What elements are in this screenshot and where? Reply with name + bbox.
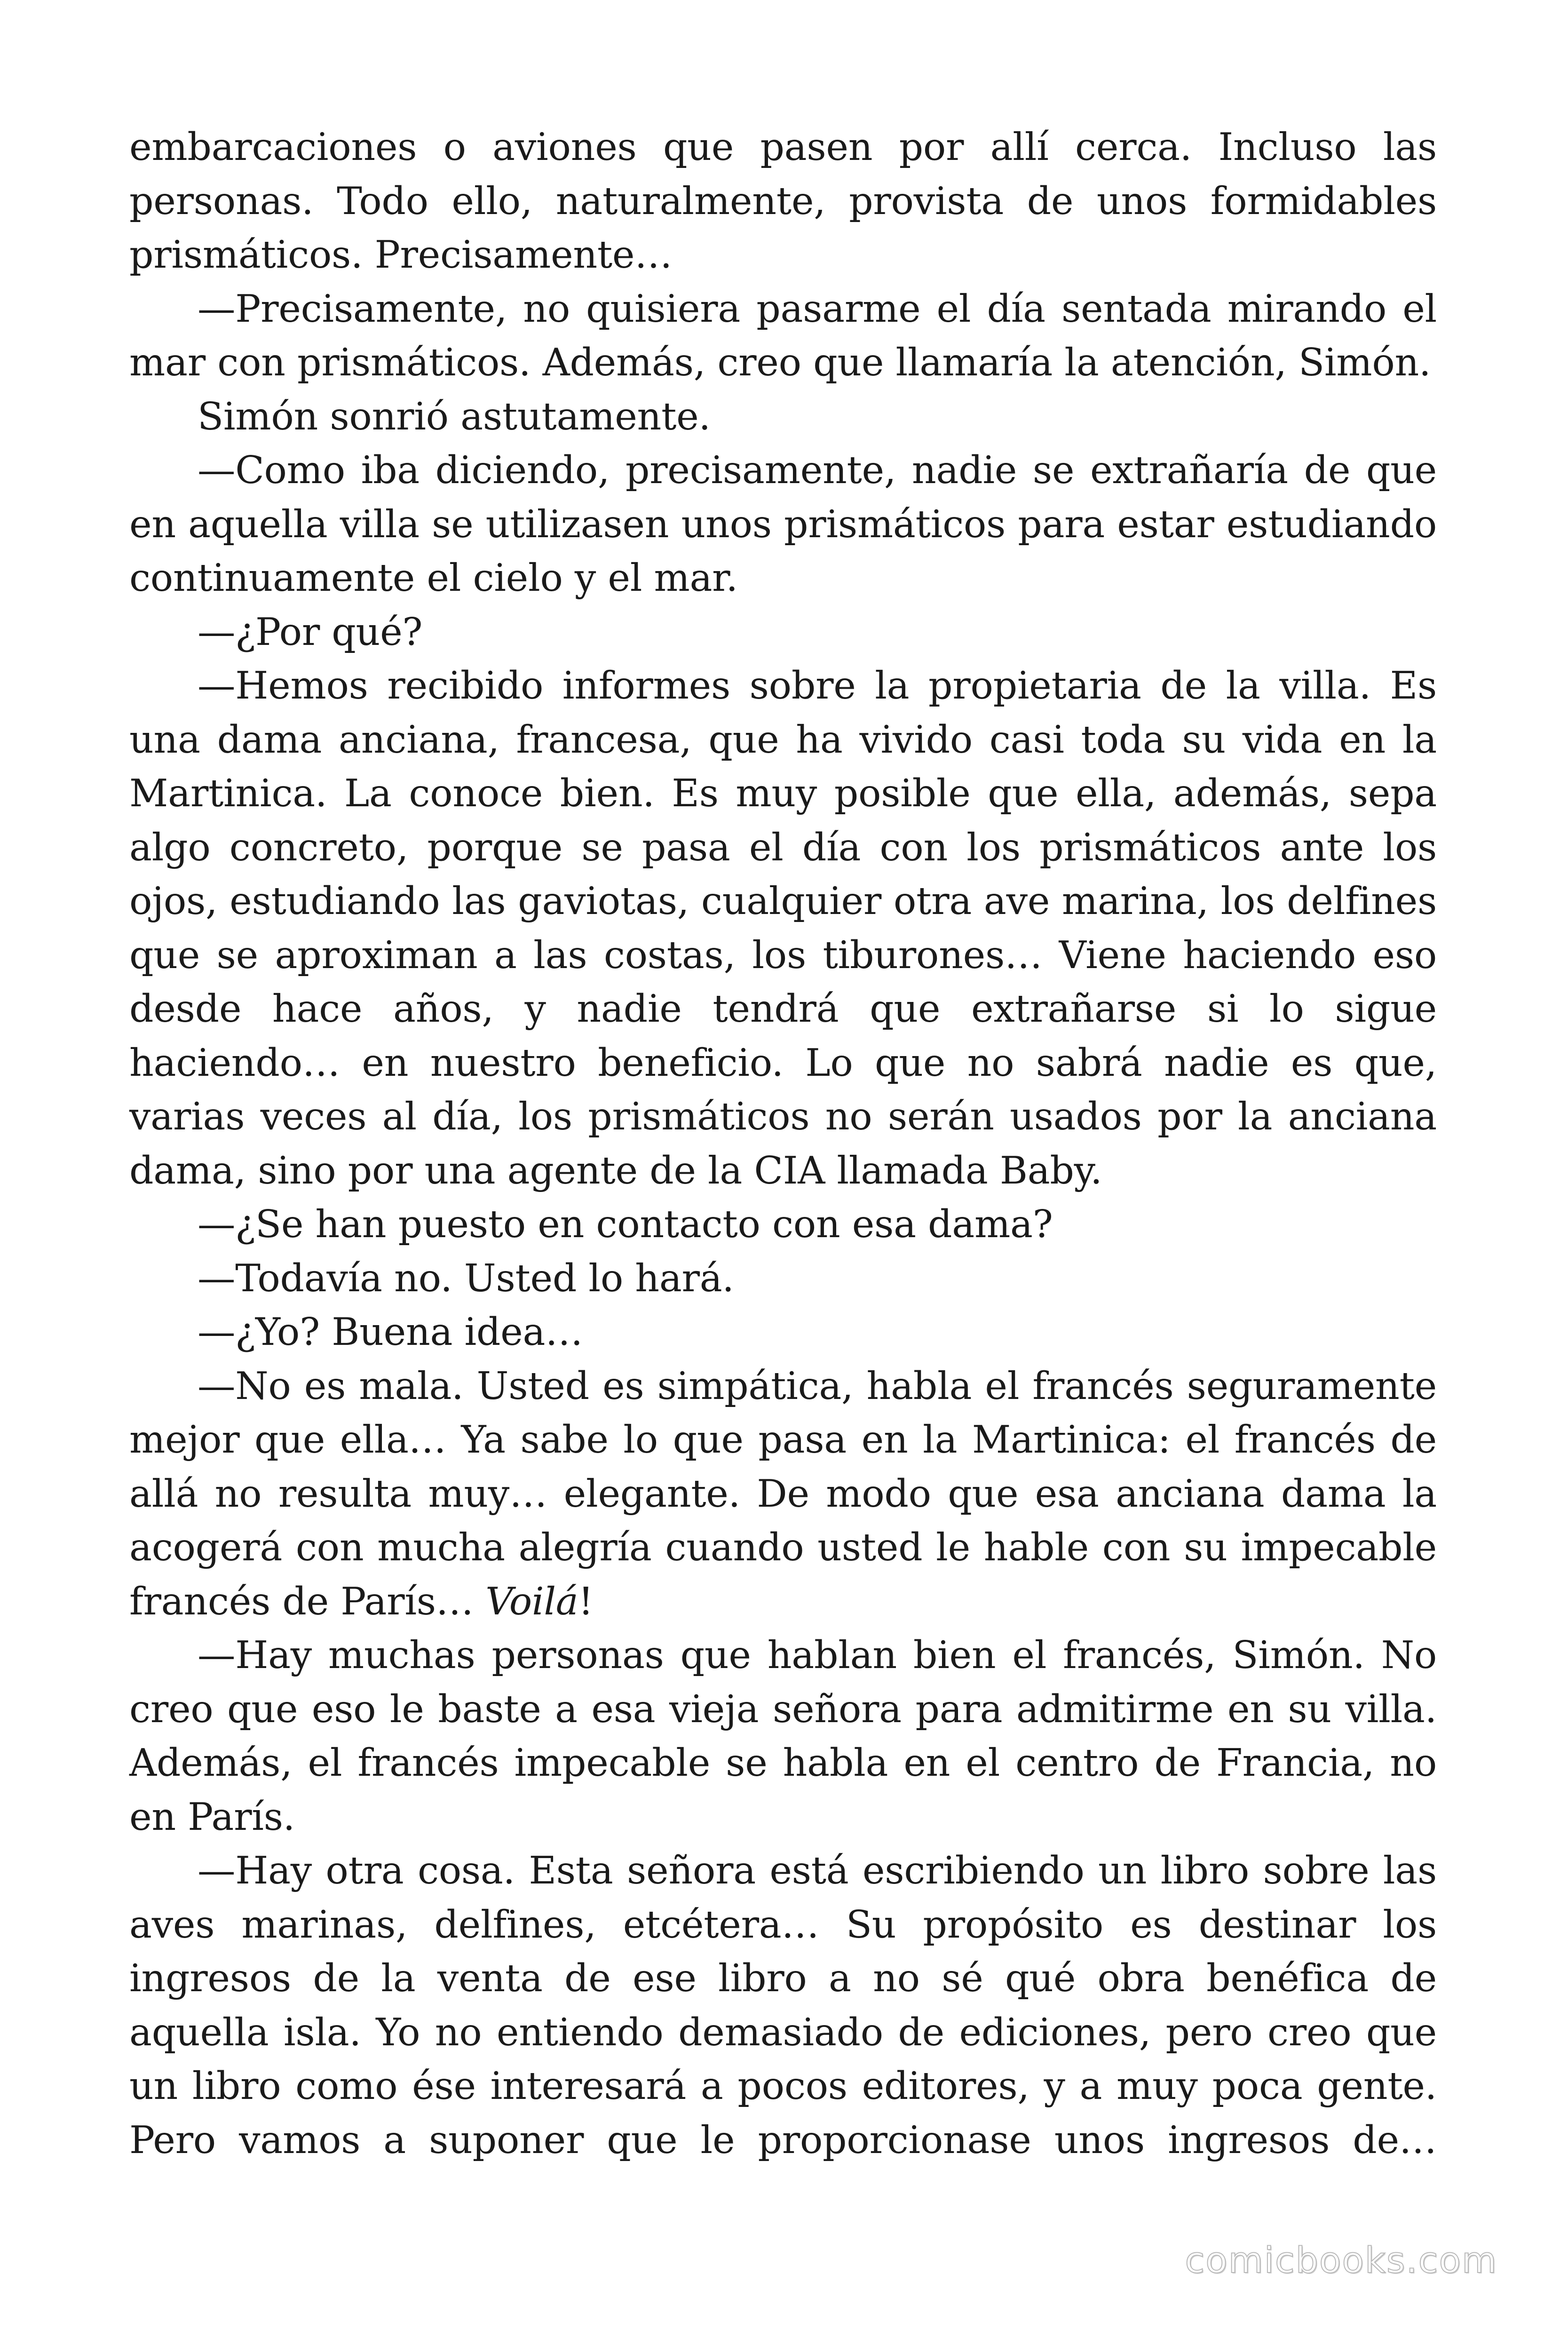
paragraph-dialogue xyxy=(129,1359,1437,1629)
paragraph-text: ! xyxy=(578,1579,594,1623)
paragraph-narration: Simón sonrió astutamente. xyxy=(198,394,711,438)
paragraph-dialogue: —¿Yo? Buena idea… xyxy=(198,1310,583,1354)
paragraph-dialogue: —¿Se han puesto en contacto con esa dama? xyxy=(198,1202,1053,1246)
paragraph-dialogue: —Hemos recibido informes sobre la propietaria de la villa. Es una dama anciana, francesa, que ha vivido casi toda su vida en la Martinica. La conoce bien. Es muy posible que ella, además, sepa algo concreto, porque se pasa el día con los prismáticos ante los ojos, estudiando las gaviotas, cualquier otra ave marina, los delfines que se aproximan a las costas, los tiburones… Viene haciendo eso desde hace años, y nadie tendrá que extrañarse si lo sigue haciendo… en nuestro beneficio. Lo que no sabrá nadie es que, varias veces al día, los prismáticos no serán usados por la anciana dama, sino por una agente de la CIA llamada Baby. xyxy=(129,663,1437,1192)
italic-word: Voilá xyxy=(485,1579,578,1623)
paragraph-dialogue: —Hay muchas personas que hablan bien el francés, Simón. No creo que eso le baste a esa vieja señora para admitirme en su villa. Además, el francés impecable se habla en el centro de Francia, no en París. xyxy=(129,1633,1437,1839)
page-body xyxy=(129,120,1437,2167)
paragraph-dialogue: —Precisamente, no quisiera pasarme el día sentada mirando el mar con prismáticos. Además, creo que llamaría la atención, Simón. xyxy=(129,286,1437,384)
paragraph-dialogue: —Como iba diciendo, precisamente, nadie se extrañaría de que en aquella villa se utilizasen unos prismáticos para estar estudiando continuamente el cielo y el mar. xyxy=(129,448,1437,600)
paragraph-dialogue: —Todavía no. Usted lo hará. xyxy=(198,1255,734,1300)
paragraph-dialogue: —Hay otra cosa. Esta señora está escribiendo un libro sobre las aves marinas, delfines, etcétera… Su propósito es destinar los ingresos de la venta de ese libro a no sé qué obra benéfica de aquella isla. Yo no entiendo demasiado de ediciones, pero creo que un libro como ése interesará a pocos editores, y a muy poca gente. Pero vamos a suponer que le proporcionase unos ingresos de… xyxy=(129,1848,1437,2162)
watermark: comicbooks.com xyxy=(1185,2239,1497,2281)
paragraph-dialogue: —¿Por qué? xyxy=(198,609,423,654)
paragraph-continuation: embarcaciones o aviones que pasen por allí cerca. Incluso las personas. Todo ello, naturalmente, provista de unos formidables prismáticos. Precisamente… xyxy=(129,125,1437,277)
paragraph-text: —No es mala. Usted es simpática, habla el francés seguramente mejor que ella… Ya sabe lo que pasa en la Martinica: el francés de allá no resulta muy… elegante. De modo que esa anciana dama la acogerá con mucha alegría cuando usted le hable con su impecable francés de París… xyxy=(129,1363,1437,1623)
